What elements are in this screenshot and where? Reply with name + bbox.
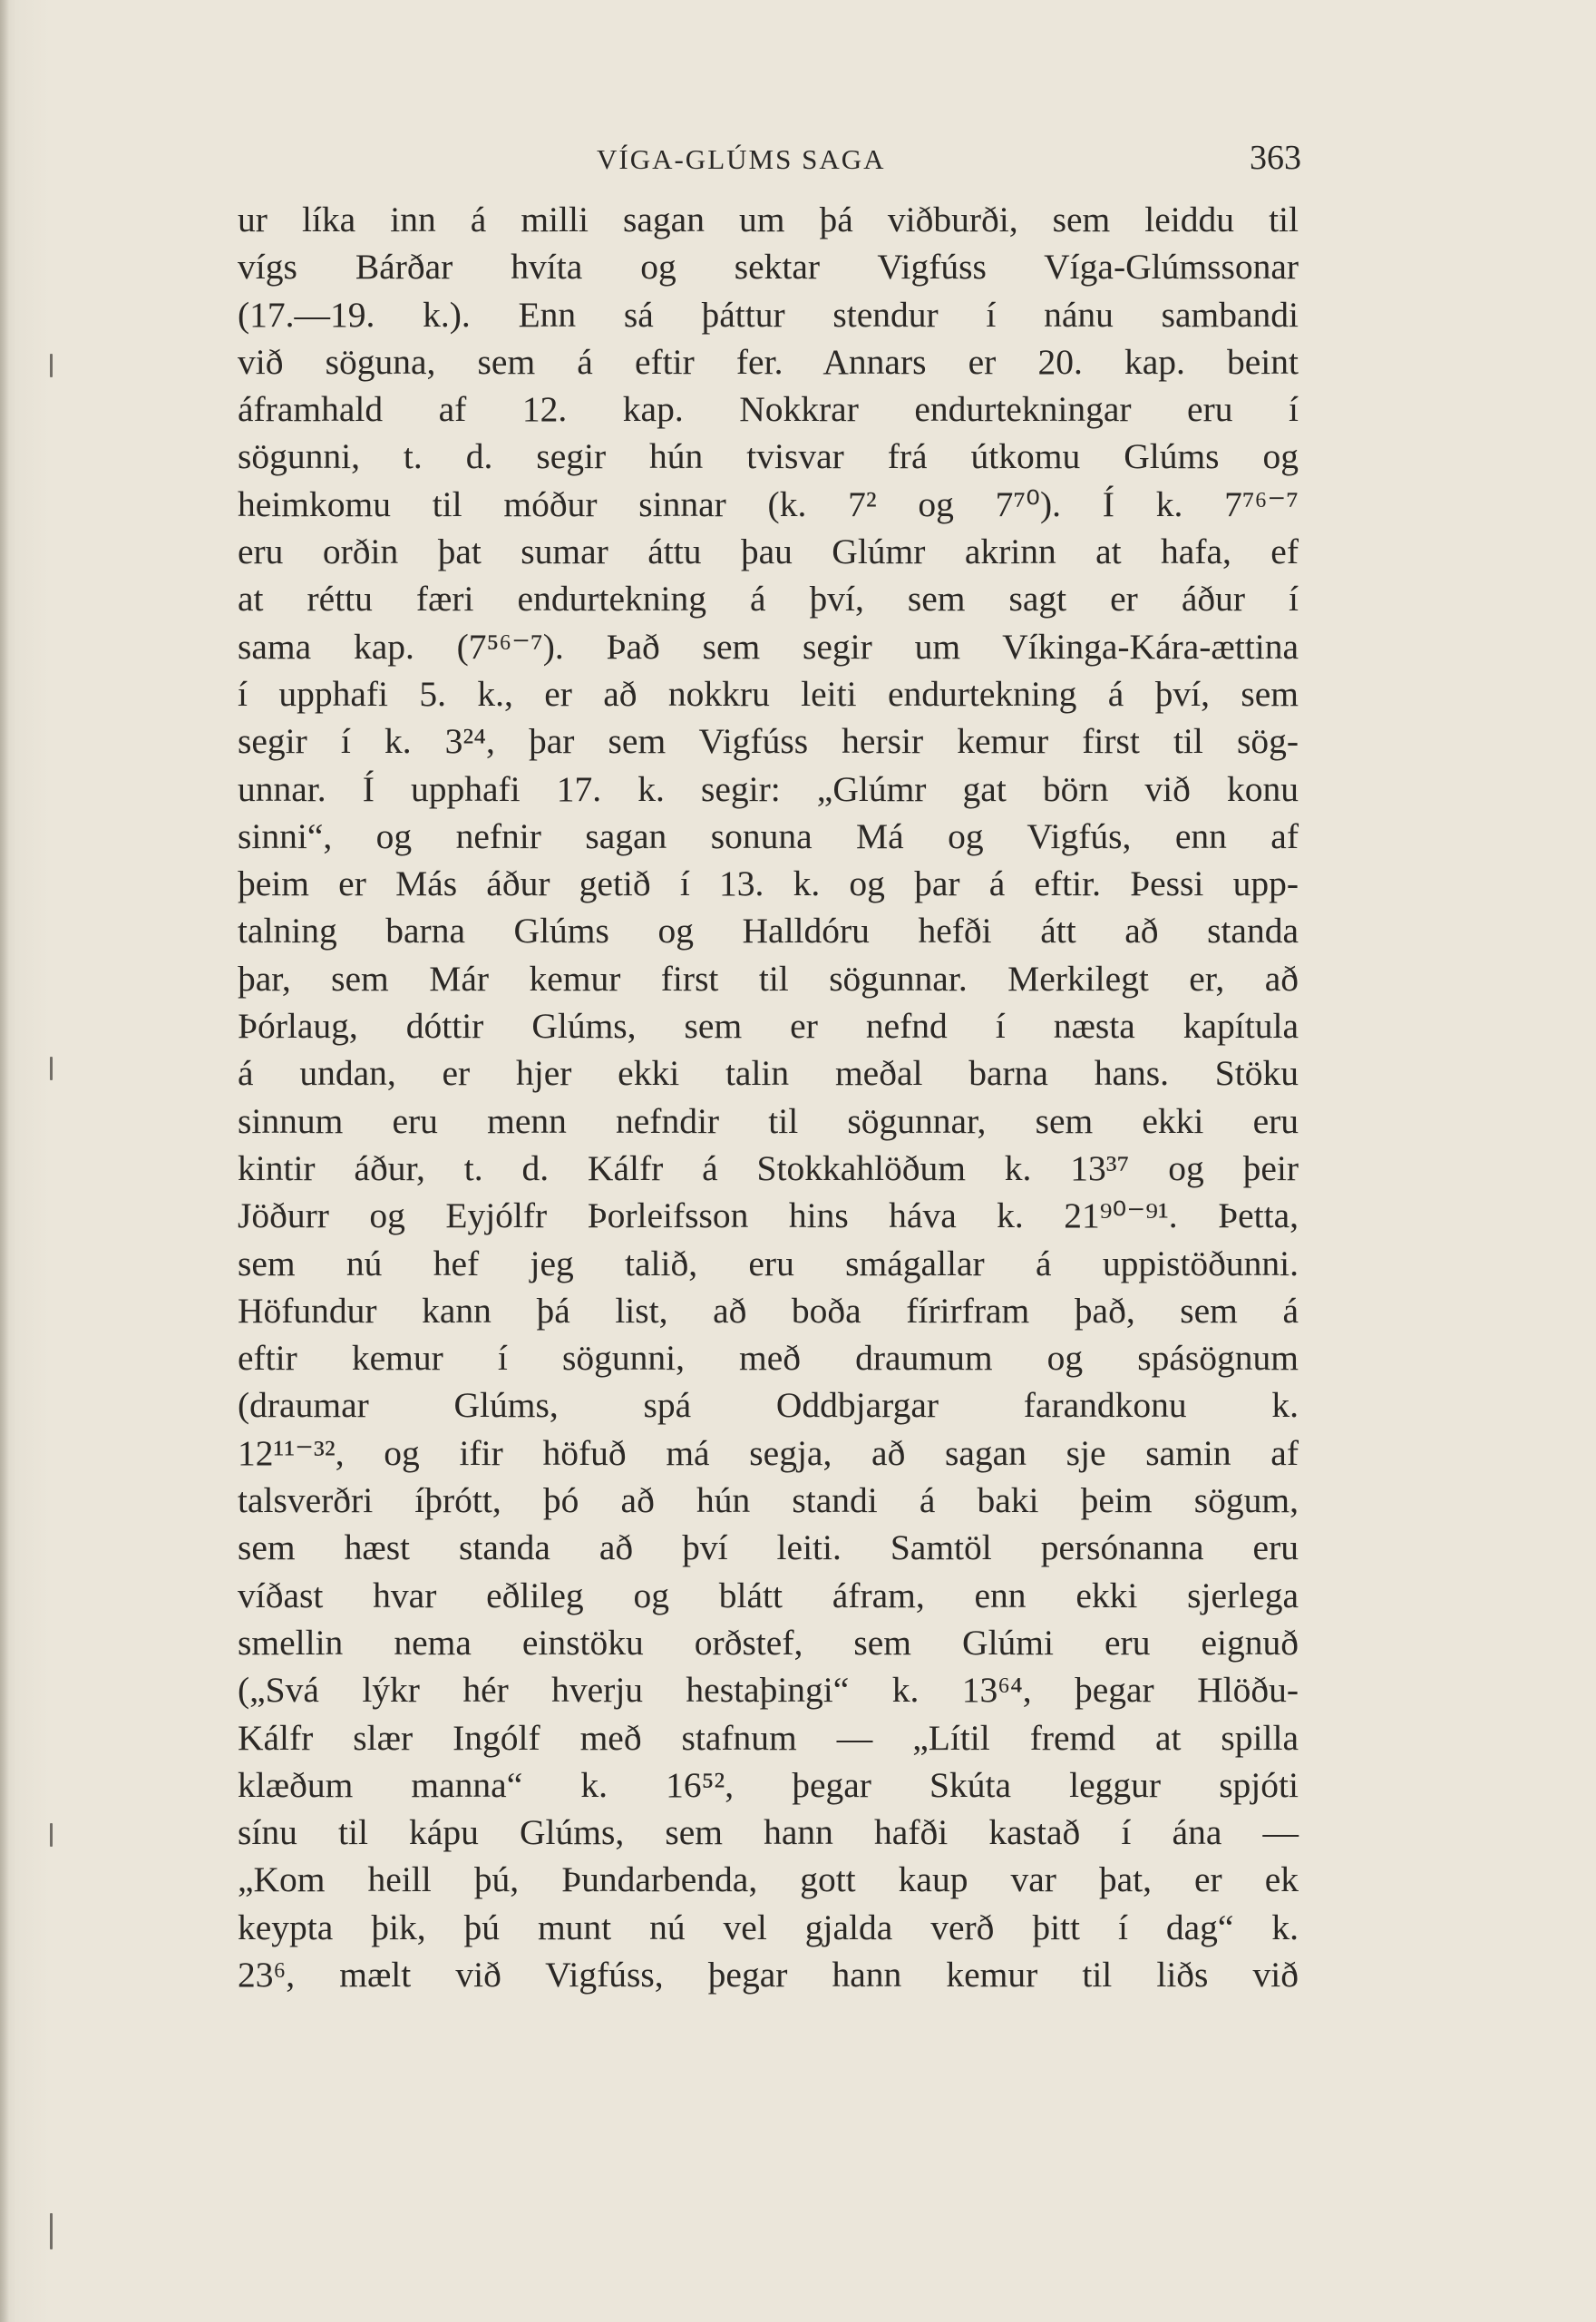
text-line: á undan, er hjer ekki talin meðal barna hans. Stöku (238, 1053, 1299, 1094)
text-line: í upphafi 5. k., er að nokkru leiti endurtekning á því, sem (238, 673, 1299, 714)
text-line: sem hæst standa að því leiti. Samtöl persónanna eru (238, 1527, 1299, 1568)
text-line: smellin nema einstöku orðstef, sem Glúmi eru eignuð (238, 1622, 1299, 1663)
running-title: VÍGA-GLÚMS SAGA (597, 143, 886, 175)
body-text (238, 196, 1299, 1998)
binding-shadow (0, 0, 9, 2322)
text-line: klæðum manna“ k. 16⁵², þegar Skúta leggur spjóti (238, 1764, 1299, 1805)
text-line: kintir áður, t. d. Kálfr á Stokkahlöðum k. 13³⁷ og þeir (238, 1147, 1299, 1188)
text-line: (17.—19. k.). Enn sá þáttur stendur í nánu sambandi (238, 294, 1299, 335)
text-line: at réttu færi endurtekning á því, sem sagt er áður í (238, 579, 1299, 620)
page-number: 363 (1250, 139, 1301, 177)
text-line: Jöðurr og Eyjólfr Þorleifsson hins háva k. 21⁹⁰⁻⁹¹. Þetta, (238, 1195, 1299, 1236)
text-line: eftir kemur í sögunni, með draumum og spásögnum (238, 1338, 1299, 1379)
text-line: keypta þik, þú munt nú vel gjalda verð þitt í dag“ k. (238, 1907, 1299, 1947)
margin-pencil-mark (50, 2213, 53, 2249)
text-line: sem nú hef jeg talið, eru smágallar á uppistöðunni. (238, 1243, 1299, 1283)
text-line: talning barna Glúms og Halldóru hefði átt að standa (238, 911, 1299, 951)
margin-pencil-mark (50, 354, 53, 377)
text-line: við söguna, sem á eftir fer. Annars er 20. kap. beint (238, 341, 1299, 382)
text-line: eru orðin þat sumar áttu þau Glúmr akrinn at hafa, ef (238, 532, 1299, 572)
text-line: víðast hvar eðlileg og blátt áfram, enn ekki sjerlega (238, 1575, 1299, 1615)
text-line: sama kap. (7⁵⁶⁻⁷). Það sem segir um Víkinga-Kára-ættina (238, 626, 1299, 667)
text-line: sinni“, og nefnir sagan sonuna Má og Vigfús, enn af (238, 815, 1299, 856)
text-line: ur líka inn á milli sagan um þá viðburði, sem leiddu til (238, 200, 1299, 239)
text-line: áframhald af 12. kap. Nokkrar endurtekningar eru í (238, 389, 1299, 430)
text-line: unnar. Í upphafi 17. k. segir: „Glúmr gat börn við konu (238, 768, 1299, 809)
text-line: (draumar Glúms, spá Oddbjargar farandkonu k. (238, 1385, 1299, 1426)
text-line: heimkomu til móður sinnar (k. 7² og 7⁷⁰). Í k. 7⁷⁶⁻⁷ (238, 483, 1299, 524)
text-line: Kálfr slær Ingólf með stafnum — „Lítil fremd at spilla (238, 1717, 1299, 1758)
margin-pencil-mark (50, 1823, 53, 1847)
text-line: vígs Bárðar hvíta og sektar Vigfúss Víga-Glúmssonar (238, 247, 1299, 288)
text-line: þar, sem Már kemur first til sögunnar. Merkilegt er, að (238, 958, 1299, 999)
text-line: segir í k. 3²⁴, þar sem Vigfúss hersir kemur first til sög- (238, 721, 1299, 762)
text-line: („Svá lýkr hér hverju hestaþingi“ k. 13⁶⁴, þegar Hlöðu- (238, 1670, 1299, 1711)
text-line: Höfundur kann þá list, að boða fírirfram það, sem á (238, 1290, 1299, 1331)
text-line: 12¹¹⁻³², og ifir höfuð má segja, að sagan sje samin af (238, 1432, 1299, 1473)
text-line: 23⁶, mælt við Vigfúss, þegar hann kemur til liðs við (238, 1954, 1299, 1995)
text-line: sinnum eru menn nefndir til sögunnar, sem ekki eru (238, 1100, 1299, 1141)
text-line: þeim er Más áður getið í 13. k. og þar á eftir. Þessi upp- (238, 863, 1299, 904)
text-line: Þórlaug, dóttir Glúms, sem er nefnd í næsta kapítula (238, 1006, 1299, 1047)
text-line: sínu til kápu Glúms, sem hann hafði kastað í ána — (238, 1812, 1299, 1853)
margin-pencil-mark (50, 1057, 53, 1080)
text-line: sögunni, t. d. segir hún tvisvar frá útkomu Glúms og (238, 436, 1299, 477)
text-line: „Kom heill þú, Þundarbenda, gott kaup var þat, er ek (238, 1859, 1299, 1900)
text-line: talsverðri íþrótt, þó að hún standi á baki þeim sögum, (238, 1480, 1299, 1521)
